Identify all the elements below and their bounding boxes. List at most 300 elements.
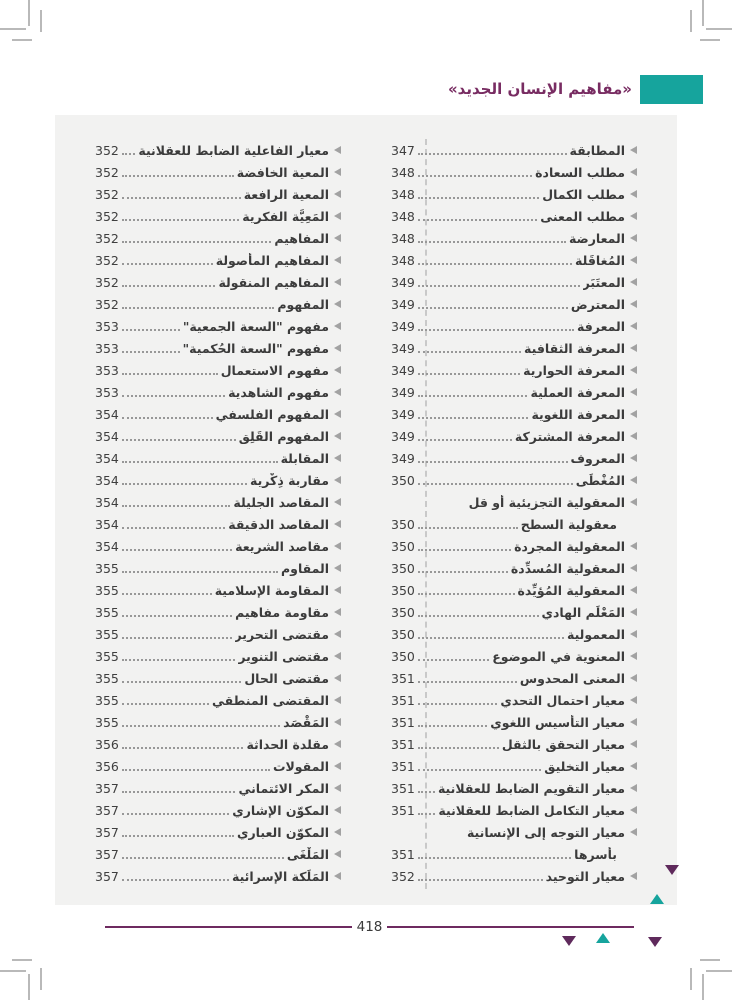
triangle-bullet-icon (334, 190, 341, 198)
index-entry (391, 777, 637, 799)
triangle-bullet-icon (334, 498, 341, 506)
entry-term: المعية الرافعة (243, 186, 329, 202)
triangle-bullet-icon (334, 674, 341, 682)
index-entry (391, 711, 637, 733)
triangle-bullet-icon (334, 630, 341, 638)
triangle-bullet-icon (630, 586, 637, 594)
triangle-down-icon (665, 865, 679, 875)
entry-page-number: 351 (391, 714, 415, 730)
dotted-leader (418, 571, 508, 573)
entry-page-number: 352 (391, 868, 415, 884)
dotted-leader (122, 593, 212, 595)
index-entry (391, 183, 637, 205)
entry-page-number: 349 (391, 296, 415, 312)
triangle-bullet-icon (334, 850, 341, 858)
dotted-leader (418, 329, 574, 331)
dotted-leader (418, 219, 537, 221)
entry-term: المعقولية المُسدِّدة (510, 560, 625, 576)
index-entry (391, 315, 637, 337)
index-entry (391, 865, 637, 887)
dotted-leader (122, 153, 136, 155)
dotted-leader (122, 285, 216, 287)
entry-term: المفاهيم المنقولة (218, 274, 329, 290)
entry-page-number: 349 (391, 362, 415, 378)
entry-term: مقتضى التحرير (234, 626, 329, 642)
entry-page-number: 357 (95, 802, 119, 818)
index-entry (391, 381, 637, 403)
entry-term: المفهوم (277, 296, 329, 312)
dotted-leader (122, 571, 278, 573)
dotted-leader (122, 439, 236, 441)
entry-term: المفهوم القَلِق (238, 428, 329, 444)
triangle-bullet-icon (630, 212, 637, 220)
footer (105, 919, 634, 935)
entry-page-number: 353 (95, 384, 119, 400)
dotted-leader (122, 549, 232, 551)
triangle-bullet-icon (630, 476, 637, 484)
triangle-down-icon (648, 937, 662, 947)
triangle-bullet-icon (630, 410, 637, 418)
dotted-leader (122, 659, 235, 661)
dotted-leader (122, 725, 280, 727)
dotted-leader (122, 395, 225, 397)
triangle-bullet-icon (630, 344, 637, 352)
index-entry-two-line (391, 491, 637, 535)
entry-page-number: 352 (95, 164, 119, 180)
triangle-bullet-icon (334, 300, 341, 308)
entry-page-number: 348 (391, 186, 415, 202)
triangle-bullet-icon (630, 608, 637, 616)
index-entry (95, 403, 341, 425)
dotted-leader (122, 329, 180, 331)
index-entry (95, 271, 341, 293)
index-entry (391, 205, 637, 227)
entry-page-number: 355 (95, 670, 119, 686)
index-entry (95, 689, 341, 711)
dotted-leader (122, 373, 218, 375)
index-entry (95, 293, 341, 315)
entry-term: المقاصد الدقيقة (228, 516, 329, 532)
triangle-bullet-icon (630, 828, 637, 836)
triangle-bullet-icon (630, 674, 637, 682)
entry-page-number: 351 (391, 780, 415, 796)
index-entry (391, 403, 637, 425)
entry-term: المعرفة الحوارية (523, 362, 625, 378)
entry-term: مطلب الكمال (542, 186, 625, 202)
index-entry (95, 557, 341, 579)
index-entry (95, 843, 341, 865)
triangle-bullet-icon (334, 586, 341, 594)
triangle-bullet-icon (334, 278, 341, 286)
entry-page-number: 350 (391, 538, 415, 554)
entry-term: المُغاقَلة (575, 252, 625, 268)
triangle-bullet-icon (630, 740, 637, 748)
dotted-leader (418, 417, 529, 419)
index-entry (95, 315, 341, 337)
index-entry (95, 711, 341, 733)
index-entry-two-line (391, 821, 637, 865)
entry-term: المَلَكة الإسرائية (232, 868, 329, 884)
index-column-right (391, 139, 637, 905)
page-title: «مفاهيم الإنسان الجديد» (447, 80, 632, 98)
entry-page-number: 353 (95, 340, 119, 356)
entry-page-number: 348 (391, 252, 415, 268)
entry-term: المعرفة (577, 318, 625, 334)
entry-term: المقتضى المنطقي (211, 692, 329, 708)
dotted-leader (418, 153, 567, 155)
dotted-leader (418, 879, 543, 881)
triangle-bullet-icon (630, 696, 637, 704)
entry-term: معيار التحقق بالثقل (501, 736, 625, 752)
triangle-bullet-icon (334, 168, 341, 176)
triangle-bullet-icon (334, 322, 341, 330)
triangle-bullet-icon (334, 784, 341, 792)
entry-page-number: 355 (95, 692, 119, 708)
entry-term: معيار التوجه إلى الإنسانية (466, 824, 625, 840)
triangle-bullet-icon (630, 366, 637, 374)
index-entry (95, 513, 341, 535)
entry-term: مفهوم الاستعمال (220, 362, 329, 378)
index-entry (391, 359, 637, 381)
triangle-bullet-icon (334, 652, 341, 660)
index-entry (95, 337, 341, 359)
triangle-bullet-icon (334, 366, 341, 374)
triangle-bullet-icon (334, 410, 341, 418)
entry-term: مطلب السعادة (535, 164, 625, 180)
dotted-leader (122, 307, 275, 309)
index-entry (95, 755, 341, 777)
entry-page-number: 356 (95, 736, 119, 752)
dotted-leader (418, 263, 572, 265)
dotted-leader (418, 769, 541, 771)
dotted-leader (122, 835, 234, 837)
entry-term: المقاوم (281, 560, 329, 576)
folio-page-number: 418 (356, 919, 383, 935)
dotted-leader (418, 439, 512, 441)
entry-page-number: 355 (95, 582, 119, 598)
dotted-leader (122, 747, 244, 749)
dotted-leader (122, 681, 241, 683)
index-entry (95, 139, 341, 161)
index-entry (391, 469, 637, 491)
entry-term: مقتضى التنوير (238, 648, 329, 664)
index-entry (95, 623, 341, 645)
triangle-bullet-icon (630, 388, 637, 396)
dotted-leader (122, 351, 180, 353)
entry-page-number: 349 (391, 274, 415, 290)
header-teal-block (640, 75, 703, 104)
entry-page-number: 350 (391, 560, 415, 576)
entry-term: مفهوم الشاهدية (228, 384, 329, 400)
entry-term: المطابقة (569, 142, 625, 158)
dotted-leader (418, 197, 539, 199)
index-entry (95, 491, 341, 513)
entry-page-number: 349 (391, 450, 415, 466)
triangle-bullet-icon (334, 454, 341, 462)
triangle-bullet-icon (630, 256, 637, 264)
entry-term: المعنى المحدوس (519, 670, 625, 686)
entry-term: معيار التأسيس اللغوي (490, 714, 625, 730)
entry-page-number: 352 (95, 296, 119, 312)
entry-term-continued: معقولية السطح (520, 516, 617, 532)
index-entry (391, 293, 637, 315)
entry-page-number: 351 (391, 736, 415, 752)
entry-term: المعمولية (566, 626, 625, 642)
dotted-leader (418, 175, 532, 177)
entry-page-number: 353 (95, 362, 119, 378)
dotted-leader (122, 879, 229, 881)
triangle-bullet-icon (630, 784, 637, 792)
entry-page-number: 352 (95, 186, 119, 202)
triangle-bullet-icon (334, 234, 341, 242)
entry-page-number: 352 (95, 208, 119, 224)
entry-page-number: 354 (95, 538, 119, 554)
entry-term: مفهوم "السعة الحُكمية" (182, 340, 329, 356)
dotted-leader (418, 791, 435, 793)
index-entry (391, 161, 637, 183)
triangle-bullet-icon (334, 476, 341, 484)
index-entry (391, 645, 637, 667)
entry-page-number: 354 (95, 516, 119, 532)
index-entry (95, 381, 341, 403)
dotted-leader (122, 197, 241, 199)
dotted-leader (418, 241, 566, 243)
entry-term: معيار الفاعلية الضابط للعقلانية (138, 142, 329, 158)
entry-term: المعرفة المشتركة (514, 428, 625, 444)
index-entry (95, 535, 341, 557)
entry-term: المعروف (570, 450, 625, 466)
dotted-leader (418, 549, 511, 551)
index-entry (391, 447, 637, 469)
index-entry (391, 249, 637, 271)
triangle-bullet-icon (334, 872, 341, 880)
dotted-leader (122, 461, 278, 463)
dotted-leader (418, 483, 573, 485)
entry-term: المَقْصَد (283, 714, 329, 730)
entry-page-number: 351 (391, 802, 415, 818)
footer-rule-right (105, 926, 352, 928)
triangle-bullet-icon (630, 146, 637, 154)
entry-term: مفهوم "السعة الجمعية" (182, 318, 329, 334)
entry-term: المقاصد الجليلة (233, 494, 329, 510)
entry-term: المعنوية في الموضوع (492, 648, 625, 664)
entry-page-number: 355 (95, 626, 119, 642)
index-entry (391, 755, 637, 777)
index-entry (95, 601, 341, 623)
entry-page-number: 349 (391, 384, 415, 400)
index-entry (95, 359, 341, 381)
index-entry (95, 227, 341, 249)
entry-term: المفهوم الفلسفي (215, 406, 329, 422)
entry-page-number: 350 (391, 472, 415, 488)
triangle-bullet-icon (630, 630, 637, 638)
triangle-bullet-icon (630, 454, 637, 462)
triangle-bullet-icon (630, 718, 637, 726)
entry-term: المَعْلَم الهادي (541, 604, 625, 620)
dotted-leader (122, 175, 234, 177)
entry-page-number: 348 (391, 230, 415, 246)
index-entry (95, 777, 341, 799)
triangle-bullet-icon (630, 872, 637, 880)
index-entry (95, 645, 341, 667)
index-entry (95, 579, 341, 601)
triangle-bullet-icon (334, 608, 341, 616)
entry-page-number: 349 (391, 428, 415, 444)
entry-page-number: 352 (95, 252, 119, 268)
dotted-leader (122, 813, 229, 815)
index-column-left (95, 139, 341, 905)
entry-term: المعارضة (569, 230, 625, 246)
dotted-leader (418, 307, 568, 309)
entry-term: المفاهيم (274, 230, 329, 246)
index-entry (95, 205, 341, 227)
entry-page-number: 352 (95, 274, 119, 290)
dotted-leader (122, 527, 225, 529)
triangle-bullet-icon (334, 740, 341, 748)
triangle-bullet-icon (630, 762, 637, 770)
dotted-leader (122, 857, 284, 859)
dotted-leader (418, 373, 520, 375)
entry-page-number: 349 (391, 406, 415, 422)
entry-page-number: 351 (391, 670, 415, 686)
entry-term: المكوّن الإشاري (232, 802, 329, 818)
triangle-bullet-icon (630, 498, 637, 506)
triangle-bullet-icon (334, 542, 341, 550)
triangle-bullet-icon (334, 828, 341, 836)
dotted-leader (418, 461, 568, 463)
entry-page-number: 350 (391, 648, 415, 664)
triangle-bullet-icon (630, 278, 637, 286)
entry-term: مقاصد الشريعة (235, 538, 329, 554)
dotted-leader (418, 593, 515, 595)
entry-page-number: 354 (95, 406, 119, 422)
dotted-leader (122, 263, 213, 265)
index-entry (391, 733, 637, 755)
entry-page-number: 357 (95, 846, 119, 862)
entry-page-number: 349 (391, 340, 415, 356)
dotted-leader (418, 615, 539, 617)
triangle-down-icon (562, 936, 576, 946)
dotted-leader (122, 483, 247, 485)
index-entry (391, 601, 637, 623)
entry-term: المكوّن العباري (237, 824, 329, 840)
entry-page-number: 350 (391, 582, 415, 598)
index-entry (391, 337, 637, 359)
index-entry (95, 183, 341, 205)
triangle-bullet-icon (630, 300, 637, 308)
entry-term: معيار احتمال التحدي (500, 692, 625, 708)
entry-page-number: 347 (391, 142, 415, 158)
triangle-up-icon (650, 894, 664, 904)
entry-term: معيار التكامل الضابط للعقلانية (438, 802, 625, 818)
entry-term: معيار التوحيد (545, 868, 625, 884)
entry-page-number: 348 (391, 208, 415, 224)
triangle-bullet-icon (630, 652, 637, 660)
entry-page-number: 354 (95, 472, 119, 488)
triangle-bullet-icon (630, 432, 637, 440)
triangle-bullet-icon (334, 762, 341, 770)
entry-page-number: 355 (95, 560, 119, 576)
triangle-bullet-icon (630, 234, 637, 242)
index-entry (391, 667, 637, 689)
entry-term: معيار التقويم الضابط للعقلانية (437, 780, 625, 796)
index-entry (95, 667, 341, 689)
dotted-leader (418, 725, 487, 727)
triangle-bullet-icon (334, 256, 341, 264)
index-entry (391, 425, 637, 447)
entry-page-number: 355 (95, 648, 119, 664)
entry-page-number: 351 (391, 846, 415, 862)
entry-term: المقابلة (280, 450, 329, 466)
index-entry (95, 469, 341, 491)
entry-page-number: 357 (95, 868, 119, 884)
entry-term: مقتضى الحال (244, 670, 329, 686)
entry-term-continued: بأسرها (574, 846, 617, 862)
entry-page-number: 350 (391, 516, 415, 532)
index-entry (391, 799, 637, 821)
entry-page-number: 357 (95, 824, 119, 840)
dotted-leader (122, 505, 231, 507)
dotted-leader (122, 703, 209, 705)
entry-page-number: 355 (95, 604, 119, 620)
index-entry (95, 161, 341, 183)
entry-term: المعترض (570, 296, 625, 312)
index-entry (95, 821, 341, 843)
entry-term: المعرفة العملية (530, 384, 625, 400)
dotted-leader (418, 527, 518, 529)
index-entry (391, 271, 637, 293)
dotted-leader (418, 813, 436, 815)
triangle-bullet-icon (630, 190, 637, 198)
dotted-leader (418, 747, 499, 749)
triangle-bullet-icon (334, 146, 341, 154)
dotted-leader (418, 637, 564, 639)
dotted-leader (122, 241, 272, 243)
dotted-leader (122, 791, 236, 793)
index-entry (391, 227, 637, 249)
dotted-leader (418, 681, 517, 683)
index-entry (391, 689, 637, 711)
entry-term: المكر الائتماني (238, 780, 329, 796)
entry-term: مقاربة ذِكْرية (250, 472, 329, 488)
triangle-bullet-icon (630, 322, 637, 330)
triangle-up-icon (596, 933, 610, 943)
entry-page-number: 349 (391, 318, 415, 334)
triangle-bullet-icon (334, 806, 341, 814)
entry-term: المعرفة الثقافية (524, 340, 625, 356)
index-entry (391, 139, 637, 161)
footer-rule-left (387, 926, 634, 928)
entry-term: مطلب المعنى (540, 208, 625, 224)
index-entry (391, 557, 637, 579)
triangle-bullet-icon (334, 520, 341, 528)
dotted-leader (418, 857, 571, 859)
entry-term: المعرفة اللغوية (531, 406, 625, 422)
triangle-bullet-icon (630, 806, 637, 814)
entry-page-number: 354 (95, 494, 119, 510)
index-entry (391, 535, 637, 557)
triangle-bullet-icon (334, 344, 341, 352)
dotted-leader (418, 703, 498, 705)
index-entry (95, 865, 341, 887)
entry-page-number: 357 (95, 780, 119, 796)
entry-term: مقلدة الحداثة (246, 736, 329, 752)
dotted-leader (122, 417, 213, 419)
triangle-bullet-icon (334, 432, 341, 440)
index-entry (95, 799, 341, 821)
entry-page-number: 350 (391, 604, 415, 620)
dotted-leader (418, 285, 580, 287)
